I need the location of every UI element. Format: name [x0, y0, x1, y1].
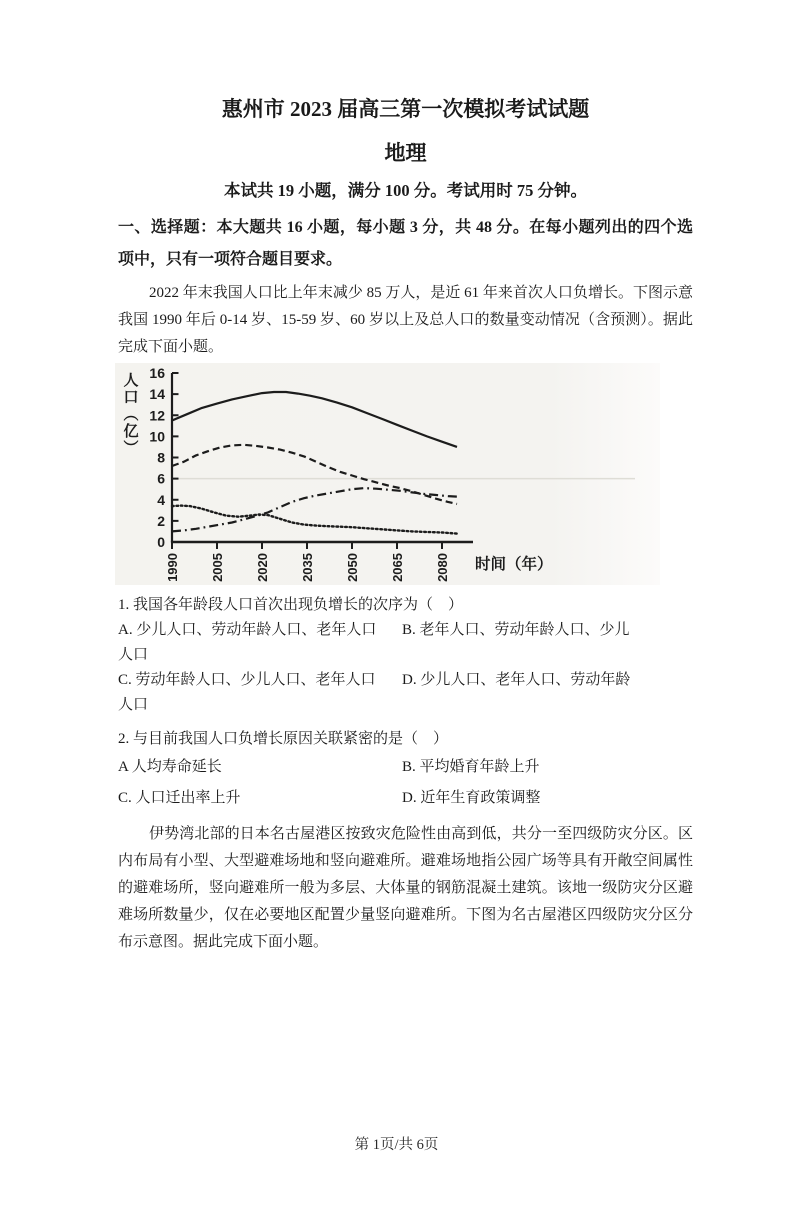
option-a: A. 少儿人口、劳动年龄人口、老年人口 — [118, 622, 377, 638]
question-1-options-row-2 — [118, 668, 693, 692]
population-chart-svg — [115, 363, 660, 585]
option-b: B. 平均婚育年龄上升 — [402, 759, 540, 775]
y-axis-label-char: ︶ — [123, 441, 139, 457]
page-title: 惠州市 2023 届高三第一次模拟考试试题 — [221, 97, 590, 121]
option-c: C. 人口迁出率上升 — [118, 790, 241, 806]
question-2-options-row-2 — [118, 783, 693, 813]
x-tick-label: 2080 — [435, 553, 450, 582]
x-tick-label: 2065 — [390, 553, 405, 582]
x-tick-label: 2020 — [255, 553, 270, 582]
section-one-heading: 一、选择题：本大题共 16 小题，每小题 3 分，共 48 分。在每小题列出的四个选项中，只有一项符合题目要求。 — [118, 219, 693, 268]
question-1-option-d-continuation — [118, 693, 693, 717]
option-b-wrap: 人口 — [118, 647, 149, 663]
passage-1: 2022 年末我国人口比上年末减少 85 万人，是近 61 年来首次人口负增长。下图示意我国 1990 年后 0-14 岁、15-59 岁、60 岁以上及总人口的数量变动情况（含预测）。据此完成下面小题。 — [118, 285, 693, 355]
x-tick-label: 2035 — [300, 553, 315, 582]
y-tick-label: 8 — [157, 449, 165, 466]
question-1-option-b-continuation — [118, 643, 693, 667]
question-2-stem: 2. 与目前我国人口负增长原因关联紧密的是（ ） — [118, 731, 449, 747]
y-tick-label: 4 — [157, 491, 165, 508]
population-chart — [115, 363, 660, 585]
series-dotted — [172, 506, 457, 534]
option-a: A 人均寿命延长 — [118, 759, 222, 775]
question-1-stem: 1. 我国各年龄段人口首次出现负增长的次序为（ ） — [118, 597, 464, 613]
option-b: B. 老年人口、劳动年龄人口、少儿 — [402, 622, 630, 638]
x-tick-label: 2005 — [210, 553, 225, 582]
passage-2: 伊势湾北部的日本名古屋港区按致灾危险性由高到低，共分一至四级防灾分区。区内布局有小型、大型避难场地和竖向避难所。避难场地指公园广场等具有开敞空间属性的避难场所，竖向避难所一般为多层、大体量的钢筋混凝土建筑。该地一级防灾分区避难场所数量少，仅在必要地区配置少量竖向避难所。下图为名古屋港区四级防灾分区分布示意图。据此完成下面小题。 — [118, 826, 693, 950]
question-2-options-row-1 — [118, 752, 693, 782]
y-tick-label: 2 — [157, 512, 165, 529]
y-tick-label: 16 — [149, 365, 165, 381]
exam-info: 本试共 19 小题，满分 100 分。考试用时 75 分钟。 — [224, 181, 587, 200]
series-solid — [172, 392, 457, 447]
y-axis-label-char: ︵ — [123, 407, 139, 423]
exam-page — [0, 96, 793, 956]
question-1-options-row-1 — [118, 618, 693, 642]
option-d: D. 近年生育政策调整 — [402, 790, 541, 806]
option-c: C. 劳动年龄人口、少儿人口、老年人口 — [118, 672, 376, 688]
y-tick-label: 10 — [149, 428, 165, 445]
y-tick-label: 0 — [157, 534, 165, 550]
y-tick-label: 12 — [149, 407, 165, 424]
subject-title: 地理 — [384, 141, 427, 165]
x-axis-label: 时间（年） — [475, 556, 553, 573]
page-footer: 第 1页/共 6页 — [354, 1137, 439, 1153]
series-dashed — [172, 445, 457, 504]
y-axis-label-char: 人 — [123, 373, 139, 389]
y-tick-label: 14 — [149, 386, 165, 403]
y-axis-label-char: 亿 — [123, 424, 139, 440]
y-axis-label-char: 口 — [123, 390, 139, 406]
option-d: D. 少儿人口、老年人口、劳动年龄 — [402, 672, 631, 688]
x-tick-label: 2050 — [345, 553, 360, 582]
option-d-wrap: 人口 — [118, 697, 149, 713]
x-tick-label: 1990 — [165, 553, 180, 582]
y-tick-label: 6 — [157, 470, 165, 487]
